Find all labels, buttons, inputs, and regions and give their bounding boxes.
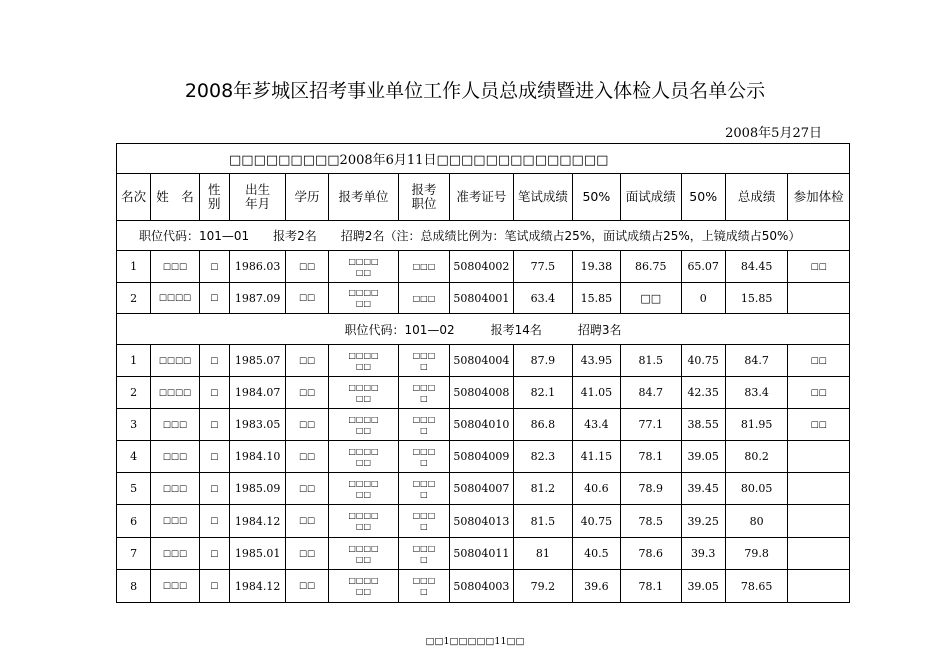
name-cell: □□□ <box>151 473 199 505</box>
position-1-label: 职位代码：101—01 报考2名 招聘2名（注：总成绩比例为：笔试成绩占25%，面试成绩占25%，上镜成绩占50%） <box>117 221 850 251</box>
interview-pct-cell: 65.07 <box>681 251 725 283</box>
unit-cell: □□□□ □□ <box>328 473 399 505</box>
col-gender <box>199 174 229 221</box>
col-unit: 报考单位 <box>328 174 399 221</box>
col-written-pct: 50% <box>572 174 620 221</box>
interview-pct-cell: 39.3 <box>681 538 725 570</box>
education-cell: □□ <box>286 473 328 505</box>
rank-cell: 7 <box>117 538 151 570</box>
gender-cell: □ <box>199 570 229 603</box>
table-row <box>117 505 850 538</box>
total-cell: 80 <box>725 505 788 538</box>
position-2-row <box>117 314 850 345</box>
col-written: 笔试成绩 <box>514 174 572 221</box>
education-cell: □□ <box>286 345 328 377</box>
physical-cell <box>788 538 850 570</box>
birth-cell: 1984.10 <box>229 441 285 473</box>
education-cell: □□ <box>286 377 328 409</box>
interview-pct-cell: 40.75 <box>681 345 725 377</box>
written-cell: 79.2 <box>514 570 572 603</box>
written-cell: 87.9 <box>514 345 572 377</box>
written-pct-cell: 41.15 <box>572 441 620 473</box>
interview-cell: 78.9 <box>621 473 681 505</box>
interview-pct-cell: 39.45 <box>681 473 725 505</box>
physical-cell <box>788 283 850 314</box>
total-cell: 83.4 <box>725 377 788 409</box>
written-pct-cell: 19.38 <box>572 251 620 283</box>
rank-cell: 5 <box>117 473 151 505</box>
total-cell: 80.2 <box>725 441 788 473</box>
total-cell: 79.8 <box>725 538 788 570</box>
written-pct-cell: 43.95 <box>572 345 620 377</box>
position-cell: □□□ □ <box>399 441 449 473</box>
col-interview-pct: 50% <box>681 174 725 221</box>
birth-cell: 1984.12 <box>229 570 285 603</box>
name-cell: □□□□ <box>151 283 199 314</box>
position-1-row <box>117 221 850 251</box>
physical-cell <box>788 441 850 473</box>
total-cell: 81.95 <box>725 409 788 441</box>
interview-cell: 78.6 <box>621 538 681 570</box>
interview-cell: 78.1 <box>621 441 681 473</box>
name-cell: □□□ <box>151 409 199 441</box>
written-pct-cell: 40.5 <box>572 538 620 570</box>
rank-cell: 1 <box>117 345 151 377</box>
table-row <box>117 345 850 377</box>
position-cell: □□□ <box>399 283 449 314</box>
position-2-label: 职位代码：101—02 报考14名 招聘3名 <box>117 314 850 345</box>
interview-pct-cell: 39.05 <box>681 441 725 473</box>
interview-pct-cell: 39.25 <box>681 505 725 538</box>
position-cell: □□□ □ <box>399 538 449 570</box>
exam-no-cell: 50804007 <box>449 473 514 505</box>
interview-pct-cell: 39.05 <box>681 570 725 603</box>
name-cell: □□□ <box>151 441 199 473</box>
education-cell: □□ <box>286 441 328 473</box>
written-pct-cell: 40.6 <box>572 473 620 505</box>
written-cell: 81.2 <box>514 473 572 505</box>
written-cell: 82.3 <box>514 441 572 473</box>
table-row <box>117 377 850 409</box>
table-row <box>117 441 850 473</box>
written-cell: 77.5 <box>514 251 572 283</box>
physical-cell: □□ <box>788 409 850 441</box>
written-cell: 82.1 <box>514 377 572 409</box>
notice-row <box>117 144 850 174</box>
exam-no-cell: 50804002 <box>449 251 514 283</box>
physical-cell: □□ <box>788 377 850 409</box>
unit-cell: □□□□ □□ <box>328 377 399 409</box>
written-cell: 86.8 <box>514 409 572 441</box>
name-cell: □□□ <box>151 251 199 283</box>
interview-cell: 77.1 <box>621 409 681 441</box>
gender-cell: □ <box>199 441 229 473</box>
rank-cell: 3 <box>117 409 151 441</box>
position-cell: □□□ □ <box>399 409 449 441</box>
written-cell: 63.4 <box>514 283 572 314</box>
publish-date: 2008年5月27日 <box>725 126 822 141</box>
exam-no-cell: 50804009 <box>449 441 514 473</box>
gender-cell: □ <box>199 538 229 570</box>
gender-cell: □ <box>199 377 229 409</box>
physical-cell <box>788 570 850 603</box>
name-cell: □□□ <box>151 505 199 538</box>
birth-cell: 1983.05 <box>229 409 285 441</box>
col-birth <box>229 174 285 221</box>
position-cell: □□□ □ <box>399 473 449 505</box>
position-cell: □□□ □ <box>399 345 449 377</box>
unit-cell: □□□□ □□ <box>328 570 399 603</box>
interview-cell: 78.5 <box>621 505 681 538</box>
education-cell: □□ <box>286 538 328 570</box>
unit-cell: □□□□ □□ <box>328 505 399 538</box>
physical-cell: □□ <box>788 251 850 283</box>
total-cell: 78.65 <box>725 570 788 603</box>
interview-cell: 81.5 <box>621 345 681 377</box>
birth-cell: 1985.09 <box>229 473 285 505</box>
birth-cell: 1985.01 <box>229 538 285 570</box>
total-cell: 15.85 <box>725 283 788 314</box>
position-cell: □□□ <box>399 251 449 283</box>
gender-cell: □ <box>199 283 229 314</box>
table-row <box>117 473 850 505</box>
position-cell: □□□ □ <box>399 505 449 538</box>
unit-cell: □□□□ □□ <box>328 538 399 570</box>
table-row <box>117 283 850 314</box>
birth-cell: 1985.07 <box>229 345 285 377</box>
exam-no-cell: 50804013 <box>449 505 514 538</box>
notice-text: □□□□□□□□□2008年6月11日□□□□□□□□□□□□□□ <box>117 144 850 174</box>
exam-no-cell: 50804008 <box>449 377 514 409</box>
written-pct-cell: 39.6 <box>572 570 620 603</box>
col-birth-label: 出生年月 <box>245 182 271 211</box>
rank-cell: 1 <box>117 251 151 283</box>
education-cell: □□ <box>286 251 328 283</box>
rank-cell: 6 <box>117 505 151 538</box>
gender-cell: □ <box>199 251 229 283</box>
education-cell: □□ <box>286 505 328 538</box>
unit-cell: □□□□ □□ <box>328 283 399 314</box>
rank-cell: 8 <box>117 570 151 603</box>
table-row <box>117 570 850 603</box>
total-cell: 80.05 <box>725 473 788 505</box>
col-exam-no: 准考证号 <box>449 174 514 221</box>
interview-pct-cell: 42.35 <box>681 377 725 409</box>
interview-pct-cell: 0 <box>681 283 725 314</box>
written-pct-cell: 41.05 <box>572 377 620 409</box>
position-cell: □□□ □ <box>399 570 449 603</box>
education-cell: □□ <box>286 283 328 314</box>
unit-cell: □□□□ □□ <box>328 345 399 377</box>
gender-cell: □ <box>199 505 229 538</box>
col-position <box>399 174 449 221</box>
interview-cell: 78.1 <box>621 570 681 603</box>
total-cell: 84.45 <box>725 251 788 283</box>
interview-cell: 84.7 <box>621 377 681 409</box>
exam-no-cell: 50804011 <box>449 538 514 570</box>
interview-cell: □□ <box>621 283 681 314</box>
col-total: 总成绩 <box>725 174 788 221</box>
name-cell: □□□ <box>151 538 199 570</box>
name-cell: □□□□ <box>151 377 199 409</box>
col-education: 学历 <box>286 174 328 221</box>
page-title: 2008年芗城区招考事业单位工作人员总成绩暨进入体检人员名单公示 <box>184 80 766 102</box>
exam-no-cell: 50804004 <box>449 345 514 377</box>
birth-cell: 1984.07 <box>229 377 285 409</box>
page-footer: □□1□□□□□11□□ <box>425 636 525 647</box>
name-cell: □□□ <box>151 570 199 603</box>
rank-cell: 2 <box>117 377 151 409</box>
col-rank: 名次 <box>117 174 151 221</box>
unit-cell: □□□□ □□ <box>328 251 399 283</box>
exam-no-cell: 50804010 <box>449 409 514 441</box>
table-row <box>117 251 850 283</box>
position-cell: □□□ □ <box>399 377 449 409</box>
col-name: 姓 名 <box>151 174 199 221</box>
unit-cell: □□□□ □□ <box>328 441 399 473</box>
interview-pct-cell: 38.55 <box>681 409 725 441</box>
written-cell: 81.5 <box>514 505 572 538</box>
col-gender-label: 性别 <box>208 182 221 211</box>
birth-cell: 1986.03 <box>229 251 285 283</box>
education-cell: □□ <box>286 570 328 603</box>
gender-cell: □ <box>199 345 229 377</box>
table-row <box>117 538 850 570</box>
total-cell: 84.7 <box>725 345 788 377</box>
table-row <box>117 409 850 441</box>
header-row <box>117 174 850 221</box>
exam-no-cell: 50804001 <box>449 283 514 314</box>
gender-cell: □ <box>199 473 229 505</box>
results-table <box>116 143 850 603</box>
col-interview: 面试成绩 <box>621 174 681 221</box>
written-pct-cell: 40.75 <box>572 505 620 538</box>
col-physical: 参加体检 <box>788 174 850 221</box>
physical-cell <box>788 505 850 538</box>
interview-cell: 86.75 <box>621 251 681 283</box>
rank-cell: 4 <box>117 441 151 473</box>
physical-cell <box>788 473 850 505</box>
education-cell: □□ <box>286 409 328 441</box>
gender-cell: □ <box>199 409 229 441</box>
rank-cell: 2 <box>117 283 151 314</box>
birth-cell: 1987.09 <box>229 283 285 314</box>
written-pct-cell: 43.4 <box>572 409 620 441</box>
unit-cell: □□□□ □□ <box>328 409 399 441</box>
col-position-label: 报考职位 <box>411 182 437 211</box>
physical-cell: □□ <box>788 345 850 377</box>
written-pct-cell: 15.85 <box>572 283 620 314</box>
exam-no-cell: 50804003 <box>449 570 514 603</box>
birth-cell: 1984.12 <box>229 505 285 538</box>
written-cell: 81 <box>514 538 572 570</box>
name-cell: □□□□ <box>151 345 199 377</box>
